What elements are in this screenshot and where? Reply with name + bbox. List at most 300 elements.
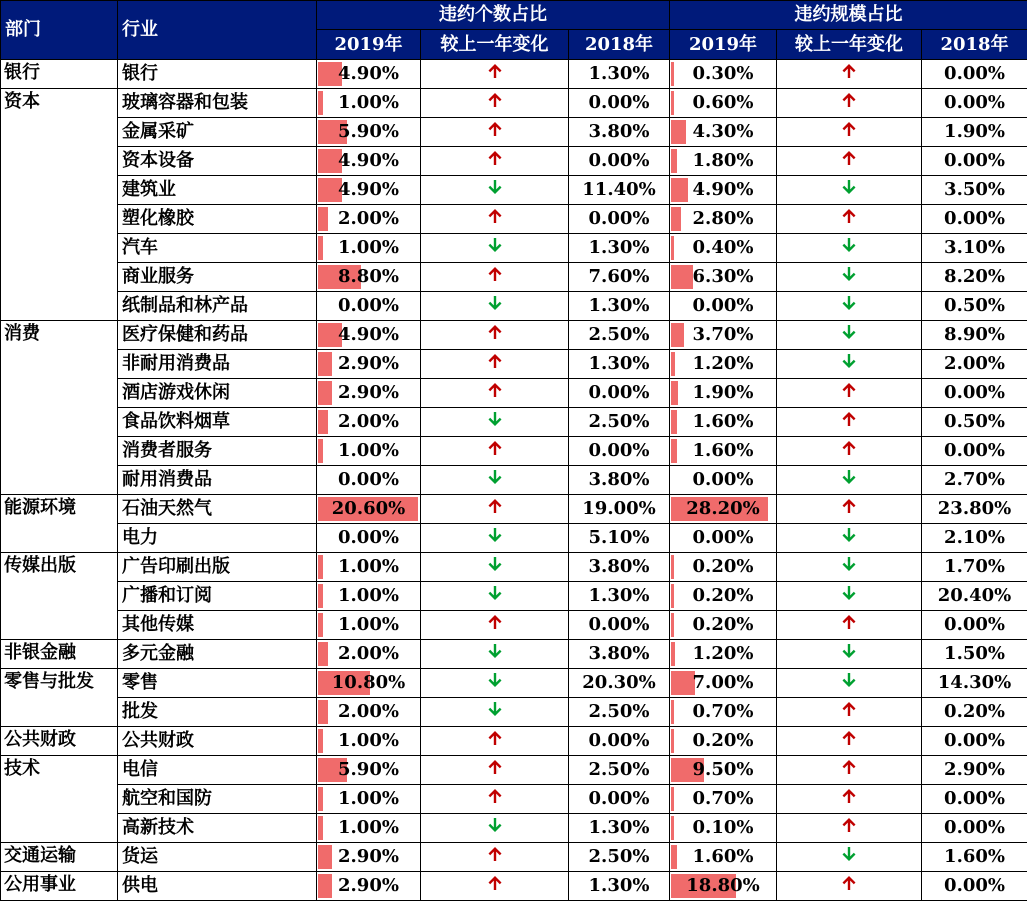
default-scale-group-header: 违约规模占比: [670, 1, 1027, 30]
industry-cell: 汽车: [118, 234, 317, 263]
scale-2018-cell: [922, 785, 1027, 814]
count-2018-cell: [569, 553, 670, 582]
count-2019-cell-value: 1.00%: [338, 440, 399, 461]
table-row: [1, 669, 1027, 698]
count-2019-cell: [317, 205, 421, 234]
sector-cell: 银行: [1, 60, 118, 89]
sector-cell: 公共财政: [1, 727, 118, 756]
industry-header: 行业: [118, 1, 317, 60]
arrow-down-icon: [487, 177, 503, 203]
table-row: [1, 756, 1027, 785]
count-2018-cell-value: 3.80%: [589, 556, 650, 577]
count-2018-cell: [569, 437, 670, 466]
count-2018-cell-value: 2.50%: [589, 701, 650, 722]
count-2019-cell-value: 1.00%: [338, 92, 399, 113]
count-2019-cell-value: 4.90%: [338, 150, 399, 171]
industry-cell: 金属采矿: [118, 118, 317, 147]
count-2019-cell-bar: [318, 439, 323, 463]
scale-2019-cell: [670, 669, 777, 698]
scale-change-cell: [777, 437, 922, 466]
arrow-down-icon: [841, 264, 857, 290]
count-2019-header: 2019年: [317, 30, 421, 60]
count-2019-cell-value: 1.00%: [338, 556, 399, 577]
count-2019-cell-bar: [318, 555, 323, 579]
scale-2018-cell-value: 2.00%: [944, 353, 1005, 374]
table-row: [1, 118, 1027, 147]
industry-cell: 耐用消费品: [118, 466, 317, 495]
count-change-cell: [421, 611, 569, 640]
scale-2019-cell-value: 18.80%: [686, 875, 759, 896]
scale-2019-cell-bar: [671, 613, 674, 637]
arrow-up-icon: [487, 148, 503, 174]
industry-cell: 建筑业: [118, 176, 317, 205]
arrow-down-icon: [487, 409, 503, 435]
scale-2019-cell: [670, 147, 777, 176]
count-2018-cell: [569, 89, 670, 118]
count-2018-cell-value: 0.00%: [589, 208, 650, 229]
sector-cell: 交通运输: [1, 843, 118, 872]
scale-2018-cell: [922, 756, 1027, 785]
scale-change-cell: [777, 263, 922, 292]
count-2019-cell-value: 1.00%: [338, 817, 399, 838]
count-2018-cell: [569, 524, 670, 553]
arrow-down-icon: [841, 554, 857, 580]
table-row: [1, 495, 1027, 524]
count-2018-cell: [569, 60, 670, 89]
arrow-down-icon: [841, 293, 857, 319]
count-2019-cell: [317, 611, 421, 640]
count-change-cell: [421, 234, 569, 263]
scale-2019-cell: [670, 611, 777, 640]
table-row: [1, 872, 1027, 901]
count-2019-cell-bar: [318, 236, 323, 260]
count-2019-cell-value: 20.60%: [332, 498, 405, 519]
scale-2019-cell-value: 0.10%: [693, 817, 754, 838]
count-change-cell: [421, 89, 569, 118]
arrow-up-icon: [841, 61, 857, 87]
industry-cell: 多元金融: [118, 640, 317, 669]
count-2018-cell-value: 7.60%: [589, 266, 650, 287]
count-change-header: 较上一年变化: [421, 30, 569, 60]
count-2019-cell-bar: [318, 845, 332, 869]
count-2018-cell-value: 0.00%: [589, 730, 650, 751]
arrow-down-icon: [841, 525, 857, 551]
arrow-down-icon: [841, 467, 857, 493]
table-row: [1, 408, 1027, 437]
scale-2018-cell-value: 1.90%: [944, 121, 1005, 142]
table-row: [1, 379, 1027, 408]
industry-cell: 塑化橡胶: [118, 205, 317, 234]
scale-2019-cell-value: 1.20%: [693, 643, 754, 664]
count-2018-cell-value: 1.30%: [589, 237, 650, 258]
count-change-cell: [421, 176, 569, 205]
scale-2019-cell-value: 1.60%: [693, 846, 754, 867]
count-2018-cell-value: 3.80%: [589, 469, 650, 490]
scale-2019-cell-value: 0.30%: [693, 63, 754, 84]
count-change-cell: [421, 669, 569, 698]
arrow-down-icon: [487, 467, 503, 493]
arrow-down-icon: [841, 351, 857, 377]
arrow-down-icon: [841, 235, 857, 261]
scale-2019-cell: [670, 89, 777, 118]
scale-change-cell: [777, 118, 922, 147]
scale-2018-cell-value: 0.00%: [944, 440, 1005, 461]
scale-change-cell: [777, 408, 922, 437]
scale-change-cell: [777, 89, 922, 118]
table-row: [1, 263, 1027, 292]
scale-2019-cell: [670, 350, 777, 379]
count-2019-cell-value: 0.00%: [338, 469, 399, 490]
scale-2018-cell: [922, 872, 1027, 901]
count-change-cell: [421, 640, 569, 669]
arrow-up-icon: [841, 90, 857, 116]
count-2018-cell: [569, 350, 670, 379]
count-2018-cell-value: 5.10%: [589, 527, 650, 548]
scale-2018-cell: [922, 814, 1027, 843]
scale-2019-cell: [670, 205, 777, 234]
count-2019-cell-value: 8.80%: [338, 266, 399, 287]
scale-change-cell: [777, 292, 922, 321]
count-2018-cell: [569, 669, 670, 698]
scale-2019-cell-bar: [671, 352, 675, 376]
arrow-up-icon: [841, 757, 857, 783]
count-2018-cell: [569, 727, 670, 756]
count-2019-cell: [317, 756, 421, 785]
scale-2019-cell-value: 28.20%: [686, 498, 759, 519]
scale-2019-cell-value: 1.60%: [693, 440, 754, 461]
scale-2019-cell: [670, 60, 777, 89]
industry-cell: 银行: [118, 60, 317, 89]
count-2018-header: 2018年: [569, 30, 670, 60]
scale-2019-cell-value: 0.20%: [693, 556, 754, 577]
table-row: [1, 524, 1027, 553]
arrow-down-icon: [487, 641, 503, 667]
scale-2019-cell-value: 0.70%: [693, 788, 754, 809]
scale-2018-cell: [922, 698, 1027, 727]
scale-2018-cell-value: 0.50%: [944, 295, 1005, 316]
count-change-cell: [421, 437, 569, 466]
scale-2019-cell: [670, 872, 777, 901]
scale-2019-cell-value: 0.20%: [693, 730, 754, 751]
arrow-down-icon: [841, 177, 857, 203]
scale-2019-cell: [670, 785, 777, 814]
industry-cell: 其他传媒: [118, 611, 317, 640]
arrow-down-icon: [487, 583, 503, 609]
scale-2018-cell: [922, 234, 1027, 263]
count-2018-cell-value: 2.50%: [589, 324, 650, 345]
sector-cell: 技术: [1, 756, 118, 843]
industry-cell: 非耐用消费品: [118, 350, 317, 379]
count-2019-cell-bar: [318, 787, 323, 811]
count-2019-cell-value: 5.90%: [338, 121, 399, 142]
count-2018-cell-value: 0.00%: [589, 440, 650, 461]
count-2019-cell-value: 0.00%: [338, 527, 399, 548]
table-body: [1, 60, 1027, 901]
scale-2019-cell: [670, 234, 777, 263]
count-2019-cell: [317, 814, 421, 843]
scale-2018-cell: [922, 437, 1027, 466]
scale-2019-cell-bar: [671, 62, 674, 86]
count-2018-cell: [569, 756, 670, 785]
scale-change-cell: [777, 843, 922, 872]
scale-2019-cell-bar: [671, 700, 674, 724]
count-2019-cell: [317, 466, 421, 495]
count-2018-cell-value: 19.00%: [582, 498, 655, 519]
count-2019-cell: [317, 60, 421, 89]
scale-2019-cell-bar: [671, 91, 674, 115]
scale-2018-cell: [922, 321, 1027, 350]
count-2018-cell-value: 1.30%: [589, 817, 650, 838]
scale-2018-cell: [922, 205, 1027, 234]
arrow-up-icon: [487, 61, 503, 87]
count-2019-cell-value: 1.00%: [338, 788, 399, 809]
count-2018-cell: [569, 785, 670, 814]
industry-cell: 食品饮料烟草: [118, 408, 317, 437]
count-2019-cell-value: 1.00%: [338, 614, 399, 635]
count-2019-cell: [317, 698, 421, 727]
count-2019-cell: [317, 843, 421, 872]
count-change-cell: [421, 698, 569, 727]
scale-2019-cell-value: 4.30%: [693, 121, 754, 142]
industry-cell: 广告印刷出版: [118, 553, 317, 582]
scale-2019-cell: [670, 843, 777, 872]
count-2019-cell-value: 4.90%: [338, 324, 399, 345]
count-change-cell: [421, 263, 569, 292]
count-change-cell: [421, 321, 569, 350]
count-change-cell: [421, 785, 569, 814]
count-2019-cell: [317, 89, 421, 118]
scale-change-cell: [777, 321, 922, 350]
scale-2018-cell-value: 2.90%: [944, 759, 1005, 780]
arrow-up-icon: [487, 844, 503, 870]
scale-change-cell: [777, 524, 922, 553]
scale-2019-cell-bar: [671, 845, 677, 869]
count-2019-cell: [317, 872, 421, 901]
scale-2019-cell-bar: [671, 584, 674, 608]
count-2018-cell-value: 0.00%: [589, 382, 650, 403]
scale-2019-cell-bar: [671, 149, 677, 173]
count-2019-cell-value: 4.90%: [338, 63, 399, 84]
scale-change-cell: [777, 350, 922, 379]
table-row: [1, 437, 1027, 466]
arrow-down-icon: [841, 670, 857, 696]
scale-2018-cell: [922, 640, 1027, 669]
count-2019-cell-bar: [318, 613, 323, 637]
scale-2018-cell-value: 20.40%: [938, 585, 1011, 606]
sector-cell: 传媒出版: [1, 553, 118, 640]
scale-2019-cell-value: 6.30%: [693, 266, 754, 287]
count-change-cell: [421, 379, 569, 408]
count-2019-cell: [317, 437, 421, 466]
industry-cell: 石油天然气: [118, 495, 317, 524]
industry-cell: 酒店游戏休闲: [118, 379, 317, 408]
scale-2019-cell-value: 3.70%: [693, 324, 754, 345]
table-row: [1, 205, 1027, 234]
scale-change-cell: [777, 814, 922, 843]
count-change-cell: [421, 147, 569, 176]
arrow-down-icon: [487, 670, 503, 696]
arrow-up-icon: [841, 496, 857, 522]
arrow-up-icon: [487, 119, 503, 145]
industry-cell: 医疗保健和药品: [118, 321, 317, 350]
table-row: [1, 466, 1027, 495]
scale-2019-cell-bar: [671, 178, 688, 202]
scale-2019-cell: [670, 698, 777, 727]
count-2018-cell: [569, 263, 670, 292]
scale-2018-cell: [922, 379, 1027, 408]
industry-cell: 供电: [118, 872, 317, 901]
arrow-down-icon: [487, 525, 503, 551]
scale-2019-cell-value: 2.80%: [693, 208, 754, 229]
scale-change-cell: [777, 727, 922, 756]
arrow-down-icon: [841, 844, 857, 870]
scale-2019-cell: [670, 118, 777, 147]
scale-2019-cell-value: 0.00%: [693, 469, 754, 490]
count-change-cell: [421, 118, 569, 147]
scale-2019-cell-bar: [671, 207, 681, 231]
scale-2019-cell-value: 0.20%: [693, 614, 754, 635]
scale-change-cell: [777, 872, 922, 901]
arrow-up-icon: [841, 612, 857, 638]
count-2018-cell-value: 3.80%: [589, 643, 650, 664]
count-2019-cell: [317, 350, 421, 379]
count-2019-cell-bar: [318, 352, 332, 376]
scale-2019-cell: [670, 582, 777, 611]
table-row: [1, 582, 1027, 611]
arrow-up-icon: [841, 815, 857, 841]
scale-2019-cell-bar: [671, 729, 674, 753]
count-2018-cell: [569, 292, 670, 321]
scale-2018-cell: [922, 292, 1027, 321]
scale-2019-cell-value: 0.00%: [693, 527, 754, 548]
scale-change-cell: [777, 582, 922, 611]
count-2019-cell-bar: [318, 207, 328, 231]
arrow-down-icon: [841, 641, 857, 667]
arrow-up-icon: [487, 351, 503, 377]
count-2018-cell-value: 3.80%: [589, 121, 650, 142]
count-2018-cell-value: 0.00%: [589, 92, 650, 113]
count-2018-cell: [569, 118, 670, 147]
arrow-up-icon: [841, 786, 857, 812]
industry-cell: 商业服务: [118, 263, 317, 292]
count-2018-cell-value: 1.30%: [589, 63, 650, 84]
scale-2019-cell-value: 0.40%: [693, 237, 754, 258]
scale-2019-cell: [670, 466, 777, 495]
scale-change-cell: [777, 785, 922, 814]
count-2018-cell: [569, 582, 670, 611]
scale-2018-cell-value: 1.50%: [944, 643, 1005, 664]
count-change-cell: [421, 60, 569, 89]
scale-change-cell: [777, 698, 922, 727]
count-change-cell: [421, 466, 569, 495]
arrow-up-icon: [487, 322, 503, 348]
count-change-cell: [421, 205, 569, 234]
arrow-up-icon: [487, 90, 503, 116]
table-row: [1, 176, 1027, 205]
count-2018-cell: [569, 147, 670, 176]
scale-2018-cell-value: 0.00%: [944, 788, 1005, 809]
count-change-cell: [421, 727, 569, 756]
count-2019-cell-value: 2.00%: [338, 643, 399, 664]
industry-cell: 电信: [118, 756, 317, 785]
scale-2019-cell-bar: [671, 671, 695, 695]
scale-2019-cell-bar: [671, 555, 674, 579]
count-2019-cell-value: 5.90%: [338, 759, 399, 780]
scale-2019-cell: [670, 292, 777, 321]
count-2018-cell: [569, 640, 670, 669]
count-change-cell: [421, 524, 569, 553]
table-row: [1, 147, 1027, 176]
count-2018-cell-value: 0.00%: [589, 788, 650, 809]
count-2018-cell: [569, 872, 670, 901]
scale-2018-cell: [922, 553, 1027, 582]
count-2018-cell: [569, 843, 670, 872]
count-2019-cell: [317, 379, 421, 408]
count-change-cell: [421, 814, 569, 843]
scale-2019-cell-bar: [671, 323, 684, 347]
scale-2018-cell-value: 0.00%: [944, 817, 1005, 838]
count-2018-cell-value: 2.50%: [589, 759, 650, 780]
scale-2018-cell-value: 2.70%: [944, 469, 1005, 490]
table-row: [1, 234, 1027, 263]
scale-2019-cell-bar: [671, 381, 678, 405]
scale-change-cell: [777, 640, 922, 669]
count-2019-cell: [317, 147, 421, 176]
count-2019-cell: [317, 176, 421, 205]
scale-2019-cell-value: 0.70%: [693, 701, 754, 722]
count-2019-cell-value: 2.90%: [338, 382, 399, 403]
count-change-cell: [421, 350, 569, 379]
scale-2019-cell-bar: [671, 642, 675, 666]
arrow-up-icon: [487, 438, 503, 464]
scale-2018-cell: [922, 669, 1027, 698]
count-2018-cell: [569, 611, 670, 640]
table-row: [1, 814, 1027, 843]
arrow-down-icon: [487, 554, 503, 580]
scale-2018-cell-value: 0.00%: [944, 63, 1005, 84]
count-2019-cell-value: 2.90%: [338, 875, 399, 896]
sector-cell: 资本: [1, 89, 118, 321]
industry-cell: 批发: [118, 698, 317, 727]
industry-cell: 高新技术: [118, 814, 317, 843]
arrow-up-icon: [487, 264, 503, 290]
scale-2019-cell: [670, 176, 777, 205]
count-2018-cell-value: 11.40%: [582, 179, 655, 200]
table-header: [1, 1, 1027, 60]
scale-2018-header: 2018年: [922, 30, 1027, 60]
count-2019-cell-bar: [318, 642, 328, 666]
scale-2018-cell-value: 14.30%: [938, 672, 1011, 693]
scale-2018-cell: [922, 263, 1027, 292]
table-row: [1, 785, 1027, 814]
scale-2018-cell: [922, 408, 1027, 437]
scale-change-cell: [777, 611, 922, 640]
arrow-up-icon: [487, 206, 503, 232]
arrow-up-icon: [487, 496, 503, 522]
scale-change-cell: [777, 379, 922, 408]
scale-2018-cell: [922, 524, 1027, 553]
scale-2018-cell-value: 0.00%: [944, 208, 1005, 229]
scale-change-cell: [777, 756, 922, 785]
arrow-up-icon: [841, 380, 857, 406]
scale-2018-cell-value: 0.00%: [944, 382, 1005, 403]
count-change-cell: [421, 582, 569, 611]
scale-2019-cell: [670, 814, 777, 843]
scale-2019-cell: [670, 553, 777, 582]
industry-cell: 货运: [118, 843, 317, 872]
table-row: [1, 60, 1027, 89]
scale-2019-cell: [670, 640, 777, 669]
